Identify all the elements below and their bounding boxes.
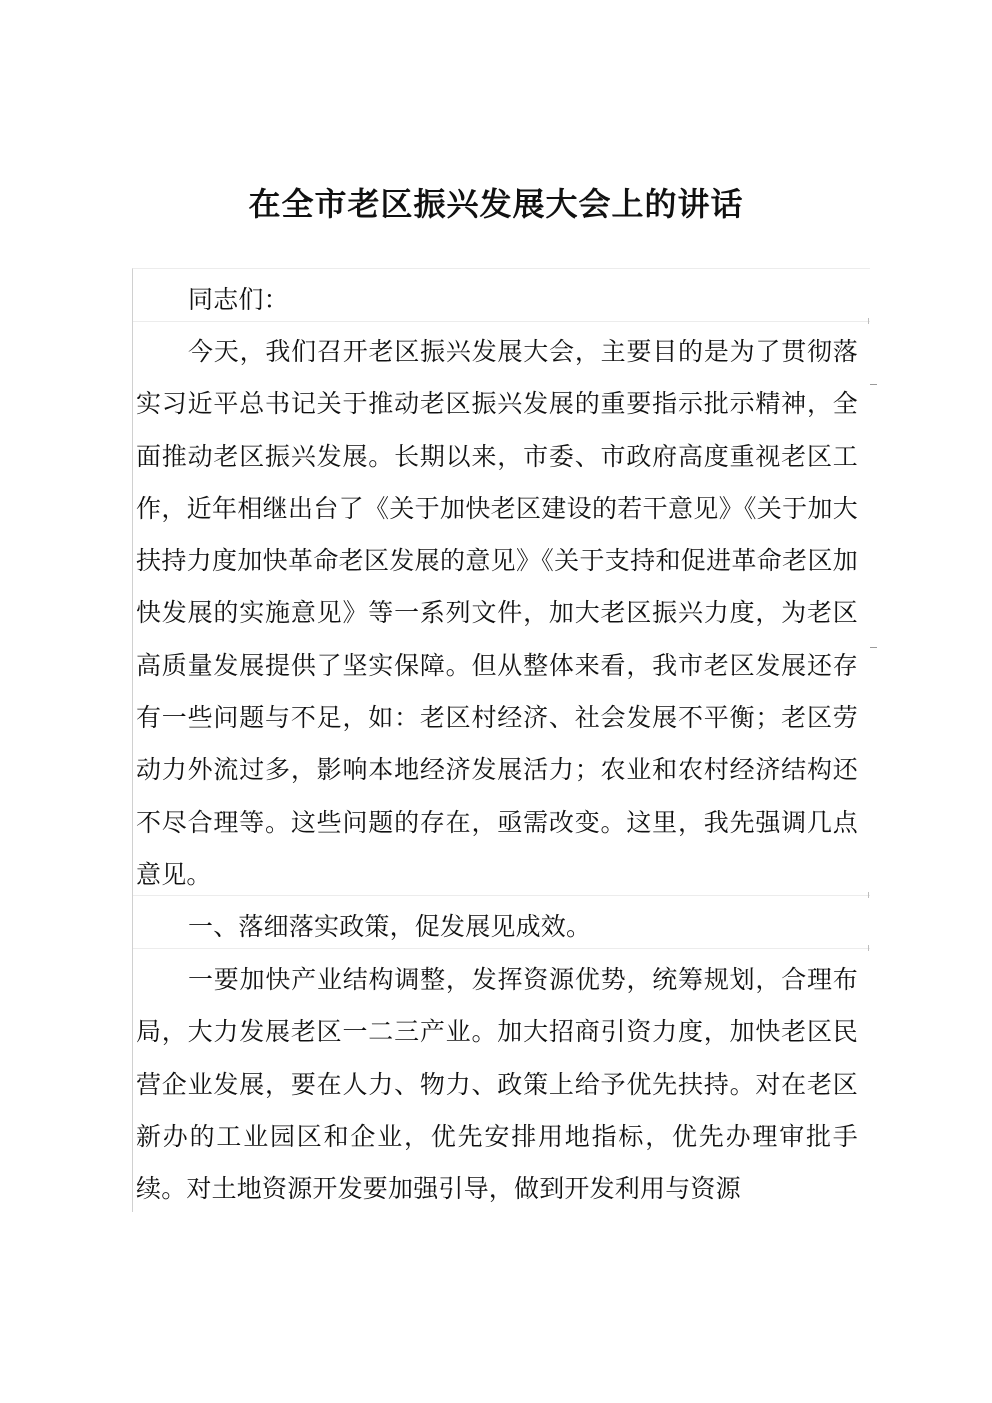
section-heading: 一、落细落实政策，促发展见成效。 <box>188 912 592 941</box>
margin-tick <box>868 318 869 324</box>
body-paragraph: 一要加快产业结构调整，发挥资源优势，统筹规划，合理布局，大力发展老区一二三产业。加大招商引资力度，加快老区民营企业发展，要在人力、物力、政策上给予优先扶持。对在老区新办的工业园区和企业，优先安排用地指标，优先办理审批手续。对土地资源开发要加强引导，做到开发利用与资源 <box>136 965 858 1204</box>
body-paragraph: 今天，我们召开老区振兴发展大会，主要目的是为了贯彻落实习近平总书记关于推动老区振兴发展的重要指示批示精神，全面推动老区振兴发展。长期以来，市委、市政府高度重视老区工作，近年相继出台了《关于加快老区建设的若干意见》《关于加大扶持力度加快革命老区发展的意见》《关于支持和促进革命老区加快发展的实施意见》等一系列文件，加大老区振兴力度，为老区高质量发展提供了坚实保障。但从整体来看，我市老区发展还存有一些问题与不足，如：老区村经济、社会发展不平衡；老区劳动力外流过多，影响本地经济发展活力；农业和农村经济结构还不尽合理等。这些问题的存在，亟需改变。这里，我先强调几点意见。 <box>136 337 858 889</box>
line-end-mark <box>870 384 877 385</box>
page-title: 在全市老区振兴发展大会上的讲话 <box>248 185 744 223</box>
margin-tick <box>868 945 869 951</box>
salutation: 同志们： <box>188 285 289 314</box>
line-end-mark <box>870 647 877 648</box>
margin-tick <box>868 892 869 898</box>
